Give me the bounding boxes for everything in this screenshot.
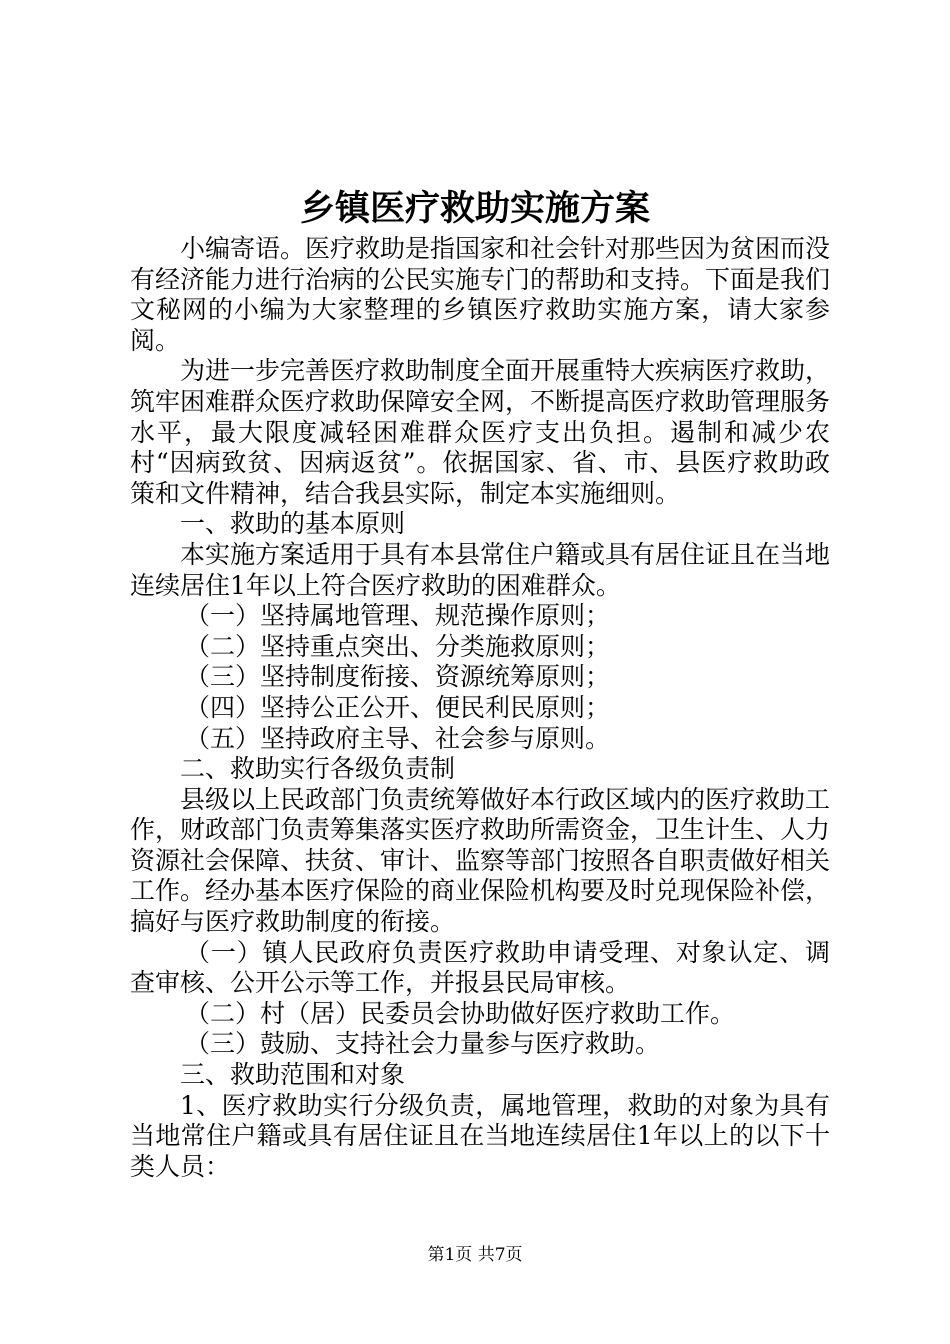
document-body: [130, 234, 830, 1182]
principle-item-2: （二）坚持重点突出、分类施救原则；: [185, 631, 611, 661]
responsibility-paragraph: 县级以上民政部门负责统筹做好本行政区域内的医疗救助工作，财政部门负责筹集落实医疗救助所需资金，卫生计生、人力资源社会保障、扶贫、审计、监察等部门按照各自职责做好相关工作。经办基本医疗保险的商业保险机构要及时兑现保险补偿，搞好与医疗救助制度的衔接。: [130, 784, 831, 937]
principle-item-5: （五）坚持政府主导、社会参与原则。: [185, 723, 611, 753]
principle-item-1: （一）坚持属地管理、规范操作原则；: [185, 601, 611, 631]
responsibility-item-3: （三）鼓励、支持社会力量参与医疗救助。: [185, 1029, 661, 1059]
responsibility-item-1: （一）镇人民政府负责医疗救助申请受理、对象认定、调查审核、公开公示等工作，并报县民局审核。: [130, 937, 830, 998]
purpose-paragraph: 为进一步完善医疗救助制度全面开展重特大疾病医疗救助，筑牢困难群众医疗救助保障安全网，不断提高医疗救助管理服务水平，最大限度减轻困难群众医疗支出负担。遏制和减少农村“因病致贫、因病返贫”。依据国家、省、市、县医疗救助政策和文件精神，结合我县实际，制定本实施细则。: [130, 356, 831, 508]
responsibility-item-2: （二）村（居）民委员会协助做好医疗救助工作。: [185, 998, 736, 1028]
section-heading-2: 二、救助实行各级负责制: [180, 754, 456, 784]
document-title: 乡镇医疗救助实施方案: [299, 188, 650, 229]
intro-paragraph: 小编寄语。医疗救助是指国家和社会针对那些因为贫困而没有经济能力进行治病的公民实施专门的帮助和支持。下面是我们文秘网的小编为大家整理的乡镇医疗救助实施方案，请大家参阅。: [130, 234, 831, 355]
principle-item-3: （三）坚持制度衔接、资源统筹原则；: [185, 662, 611, 692]
section-heading-3: 三、救助范围和对象: [180, 1060, 406, 1090]
scope-paragraph: 本实施方案适用于具有本县常住户籍或具有居住证且在当地连续居住1年以上符合医疗救助的困难群众。: [130, 539, 831, 600]
page-footer: 第1页 共7页: [427, 1245, 523, 1265]
target-paragraph: 1、医疗救助实行分级负责，属地管理，救助的对象为具有当地常住户籍或具有居住证且在当地连续居住1年以上的以下十类人员：: [130, 1090, 830, 1181]
principle-item-4: （四）坚持公正公开、便民利民原则；: [185, 692, 611, 722]
section-heading-1: 一、救助的基本原则: [180, 509, 406, 539]
